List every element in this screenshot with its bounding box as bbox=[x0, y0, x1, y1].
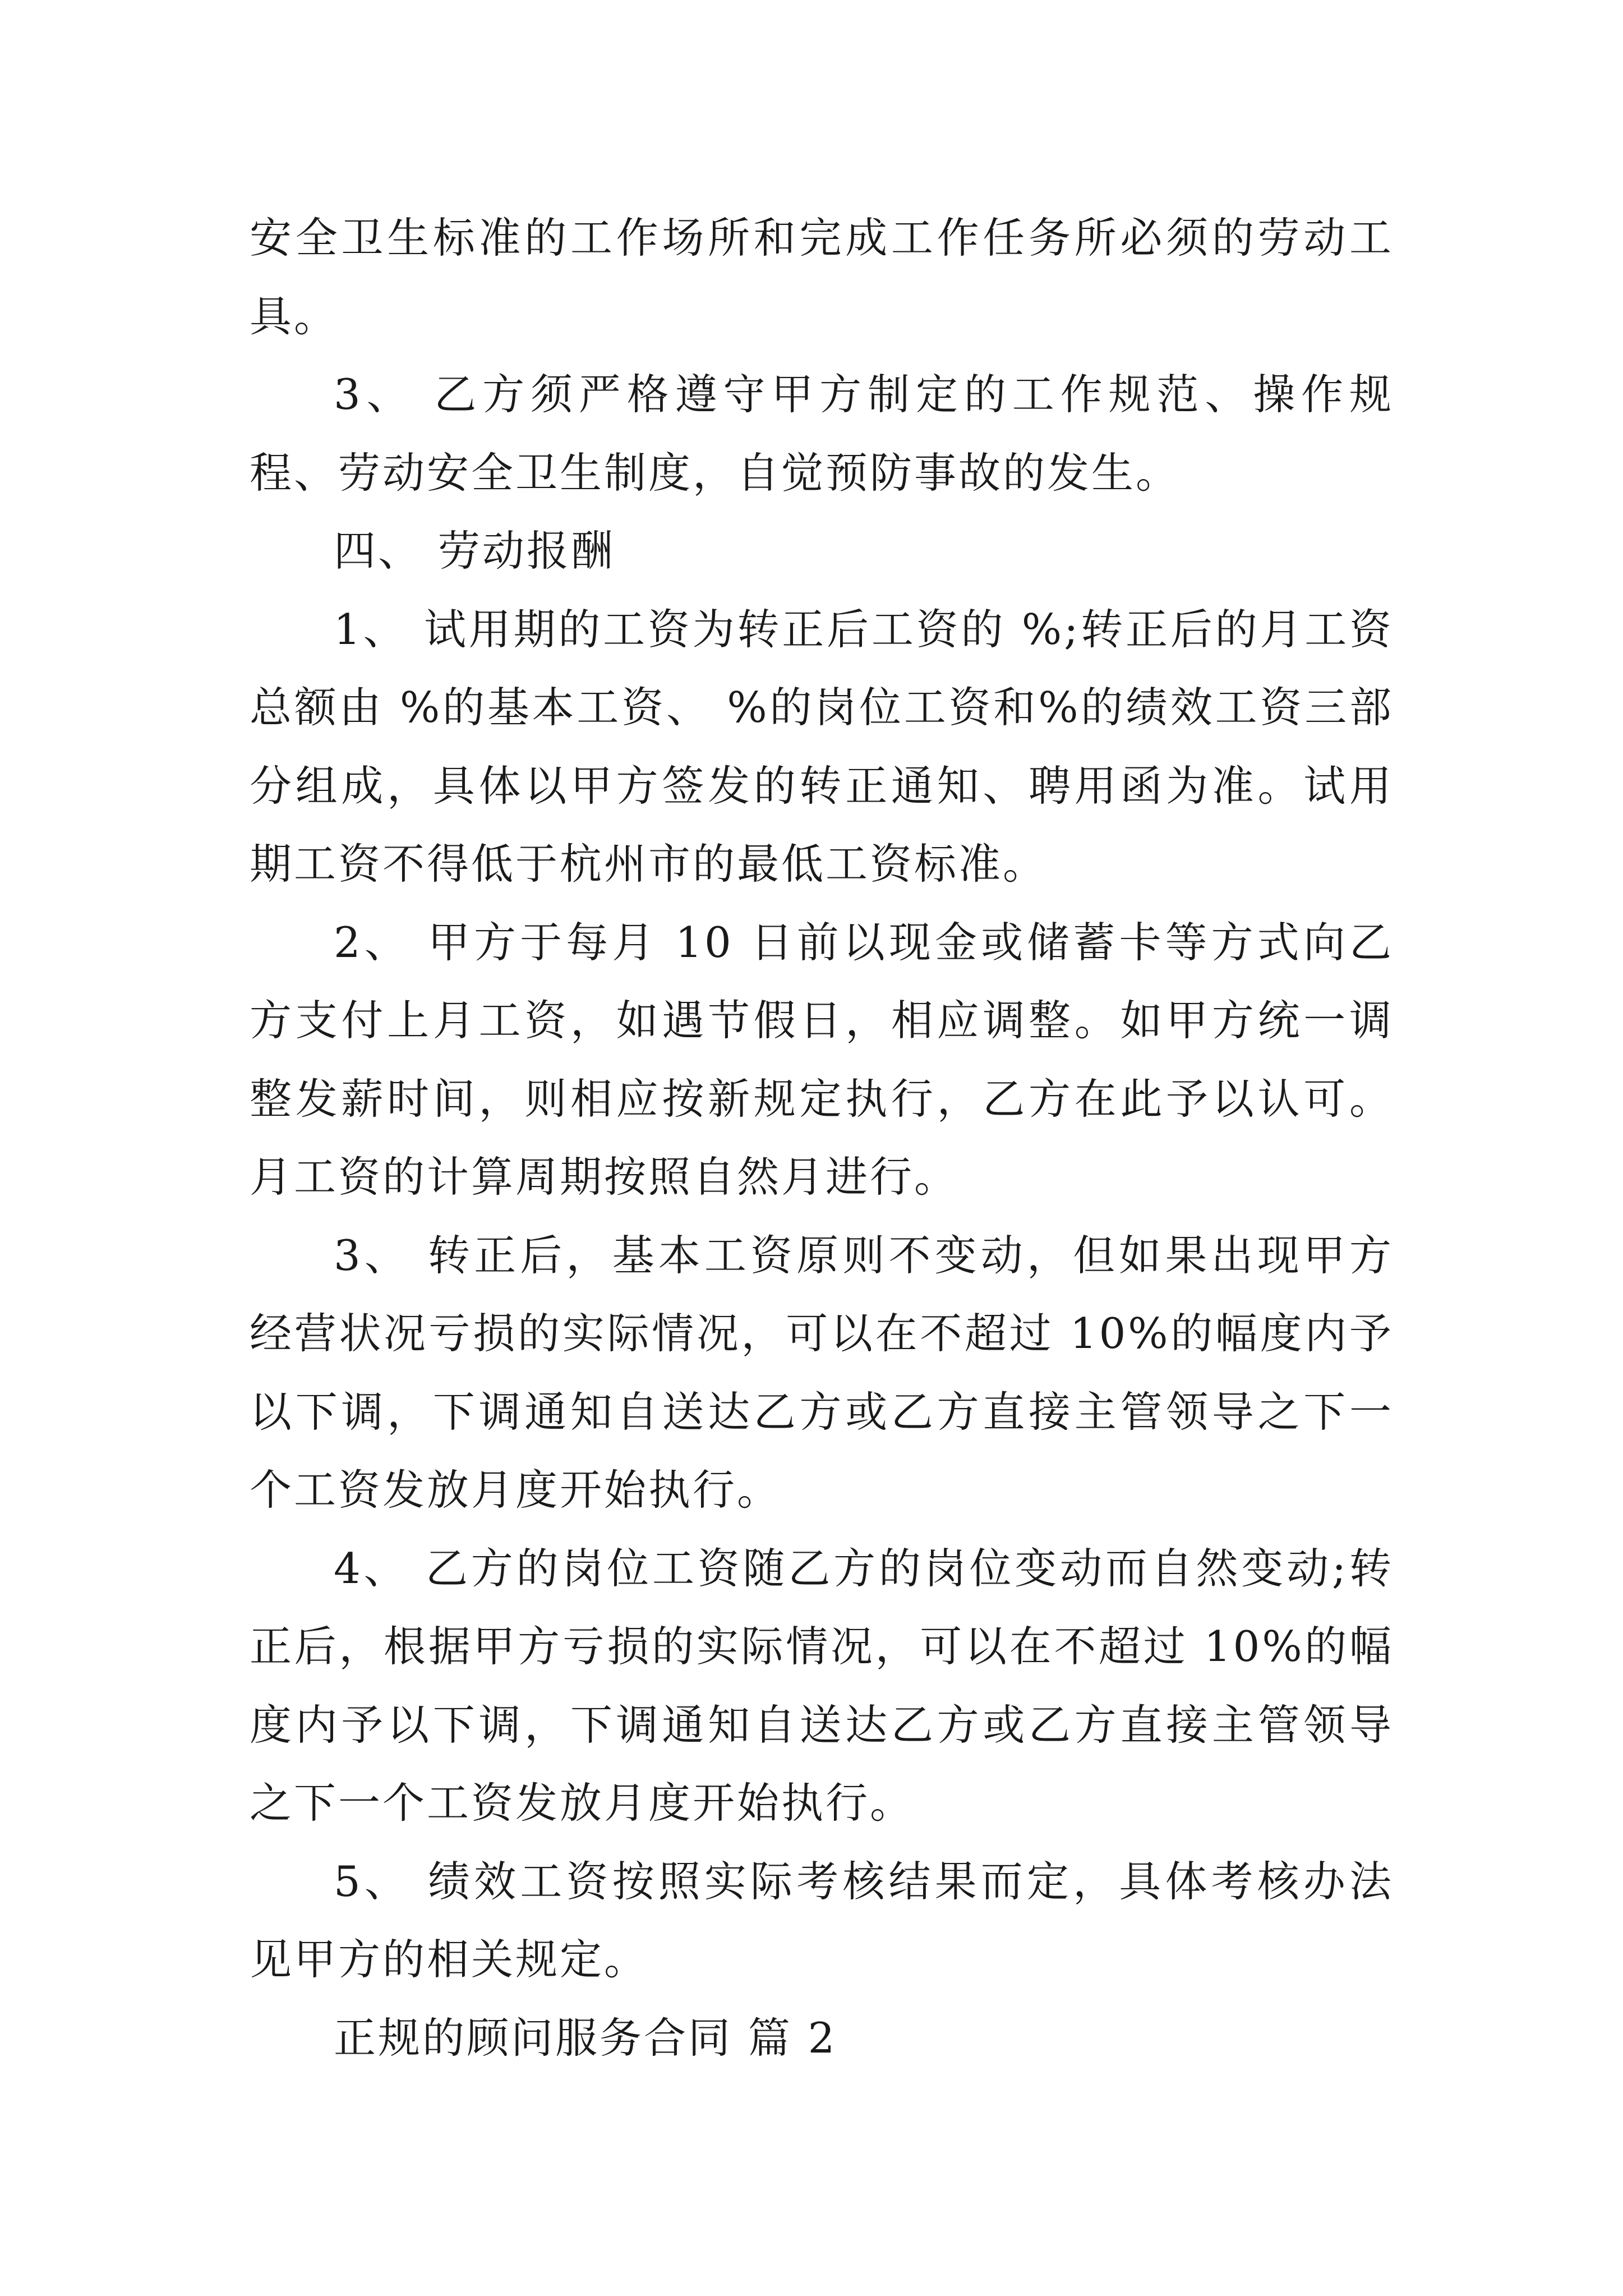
paragraph-continuation: 安全卫生标准的工作场所和完成工作任务所必须的劳动工具。 bbox=[250, 213, 1394, 341]
paragraph-clause-4-position-salary: 4、 乙方的岗位工资随乙方的岗位变动而自然变动;转正后，根据甲方亏损的实际情况，可以在不超过 10%的幅度内予以下调，下调通知自送达乙方或乙方直接主管领导之下一个工资发放月度开始执行。 bbox=[250, 1543, 1394, 1828]
paragraph-clause-2-payment: 2、 甲方于每月 10 日前以现金或储蓄卡等方式向乙方支付上月工资，如遇节假日，相应调整。如甲方统一调整发薪时间，则相应按新规定执行，乙方在此予以认可。月工资的计算周期按照自然月进行。 bbox=[250, 917, 1394, 1202]
paragraph-clause-3-base-salary: 3、 转正后，基本工资原则不变动，但如果出现甲方经营状况亏损的实际情况，可以在不超过 10%的幅度内予以下调，下调通知自送达乙方或乙方直接主管领导之下一个工资发放月度开始执行。 bbox=[250, 1230, 1394, 1515]
document-body bbox=[250, 199, 1394, 2077]
contract-section-title: 正规的顾问服务合同 篇 2 bbox=[334, 2013, 837, 2063]
paragraph-clause-3-safety: 3、 乙方须严格遵守甲方制定的工作规范、操作规程、劳动安全卫生制度，自觉预防事故的发生。 bbox=[250, 370, 1394, 498]
section-heading-remuneration: 四、 劳动报酬 bbox=[334, 526, 615, 576]
paragraph-clause-5-performance-salary: 5、 绩效工资按照实际考核结果而定，具体考核办法见甲方的相关规定。 bbox=[250, 1856, 1394, 1984]
paragraph-clause-1-probation-salary: 1、 试用期的工资为转正后工资的 %;转正后的月工资总额由 %的基本工资、 %的岗位工资和%的绩效工资三部分组成，具体以甲方签发的转正通知、聘用函为准。试用期工资不得低于杭州市的最低工资标准。 bbox=[250, 604, 1394, 889]
